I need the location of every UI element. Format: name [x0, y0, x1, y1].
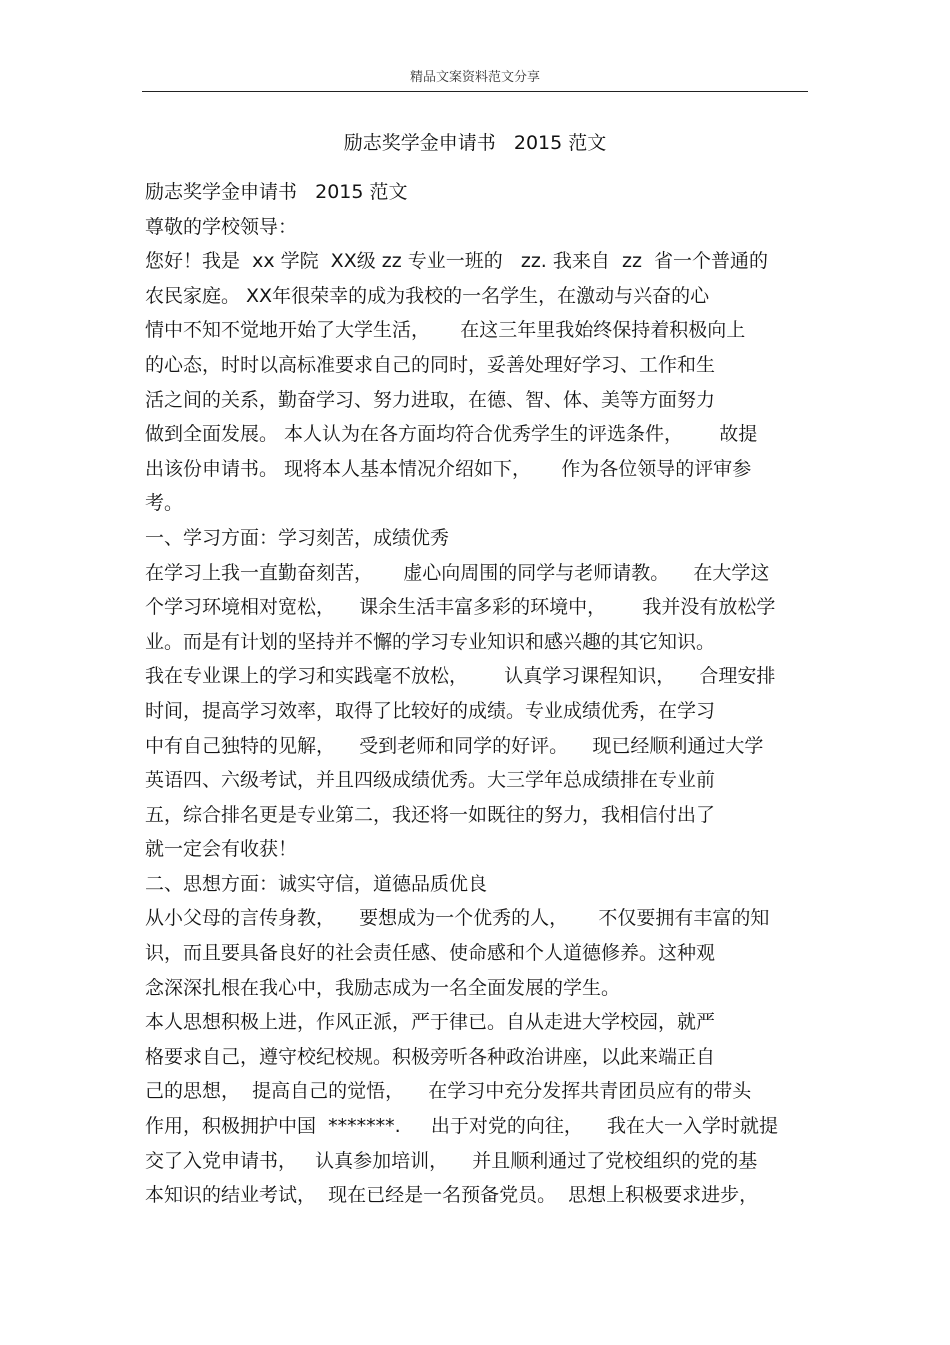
body-line: 考。: [145, 492, 184, 515]
body-line: 情中不知不觉地开始了大学生活， 在这三年里我始终保持着积极向上: [145, 319, 746, 342]
body-line: 从小父母的言传身教， 要想成为一个优秀的人， 不仅要拥有丰富的知: [145, 907, 770, 930]
body-line: 在学习上我一直勤奋刻苦， 虚心向周围的同学与老师请教。 在大学这: [145, 561, 770, 584]
body-line: 活之间的关系，勤奋学习、努力进取，在德、智、体、美等方面努力: [145, 388, 716, 411]
body-line: 本人思想积极上进，作风正派，严于律已。自从走进大学校园，就严: [145, 1011, 716, 1034]
body-line: 您好！我是 xx 学院 XX级 zz 专业一班的 zz. 我来自 zz 省一个普通的: [145, 250, 768, 273]
header-divider: [142, 91, 808, 92]
body-line: 念深深扎根在我心中，我励志成为一名全面发展的学生。: [145, 976, 621, 999]
body-line: 就一定会有收获！: [145, 838, 298, 861]
page-header: 精品文案资料范文分享: [409, 70, 540, 85]
body-line: 己的思想， 提高自己的觉悟， 在学习中充分发挥共青团员应有的带头: [145, 1080, 752, 1103]
body-line: 识，而且要具备良好的社会责任感、使命感和个人道德修养。这种观: [145, 942, 716, 965]
document-title: 励志奖学金申请书 2015 范文: [343, 132, 607, 154]
body-line: 时间，提高学习效率，取得了比较好的成绩。专业成绩优秀，在学习: [145, 699, 716, 722]
body-line: 农民家庭。 XX年很荣幸的成为我校的一名学生，在激动与兴奋的心: [145, 284, 710, 307]
body-line: 英语四、六级考试，并且四级成绩优秀。大三学年总成绩排在专业前: [145, 769, 716, 792]
body-line: 做到全面发展。 本人认为在各方面均符合优秀学生的评选条件， 故提: [145, 423, 758, 446]
body-line: 我在专业课上的学习和实践毫不放松， 认真学习课程知识， 合理安排: [145, 665, 776, 688]
body-line: 本知识的结业考试， 现在已经是一名预备党员。 思想上积极要求进步，: [145, 1184, 759, 1207]
body-line: 励志奖学金申请书 2015 范文: [145, 181, 408, 203]
body-line: 作用，积极拥护中国 *******. 出于对党的向往， 我在大一入学时就提: [145, 1115, 778, 1138]
body-line: 尊敬的学校领导：: [145, 215, 298, 238]
section-heading: 一、学习方面：学习刻苦，成绩优秀: [145, 526, 450, 549]
body-line: 交了入党申请书， 认真参加培训， 并且顺利通过了党校组织的党的基: [145, 1149, 758, 1172]
body-line: 个学习环境相对宽松， 课余生活丰富多彩的环境中， 我并没有放松学: [145, 596, 776, 619]
body-line: 业。而是有计划的坚持并不懈的学习专业知识和感兴趣的其它知识。: [145, 630, 716, 653]
section-heading: 二、思想方面：诚实守信，道德品质优良: [145, 872, 488, 895]
body-line: 五，综合排名更是专业第二，我还将一如既往的努力，我相信付出了: [145, 803, 716, 826]
body-line: 的心态，时时以高标准要求自己的同时，妥善处理好学习、工作和生: [145, 353, 716, 376]
document-body: [145, 175, 825, 1213]
body-line: 格要求自己，遵守校纪校规。积极旁听各种政治讲座，以此来端正自: [145, 1045, 716, 1068]
body-line: 中有自己独特的见解， 受到老师和同学的好评。 现已经顺利通过大学: [145, 734, 764, 757]
body-line: 出该份申请书。 现将本人基本情况介绍如下， 作为各位领导的评审参: [145, 457, 752, 480]
